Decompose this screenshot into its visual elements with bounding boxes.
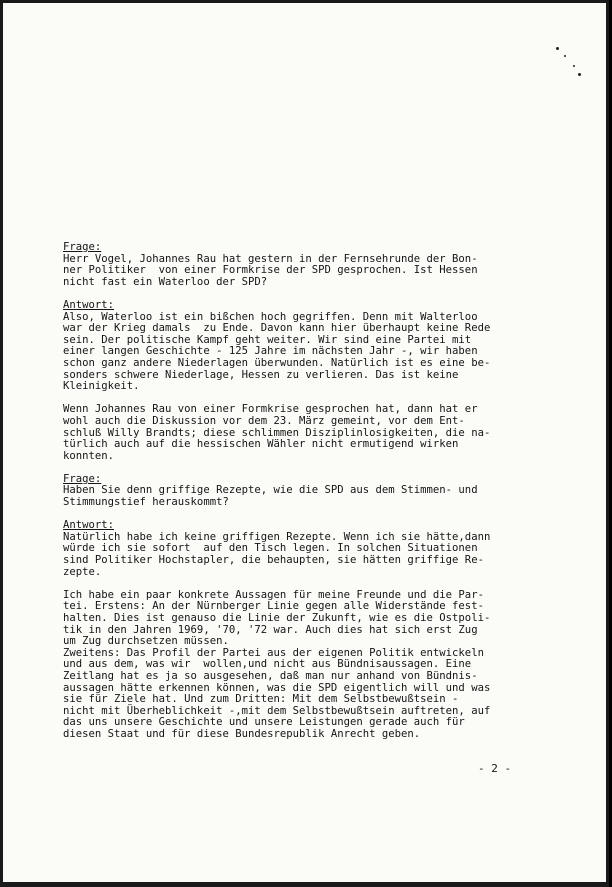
text-line: Haben Sie denn griffige Rezepte, wie die SPD aus dem Stimmen- und: [63, 484, 478, 497]
section-gap: [63, 288, 553, 300]
answer-label: Antwort:: [63, 298, 115, 311]
text-line: Zweitens: Das Profil der Partei aus der eigenen Politik entwickeln: [63, 646, 484, 659]
text-line: war der Krieg damals zu Ende. Davon kann hier überhaupt keine Rede: [63, 322, 491, 335]
text-line: sonders schwere Niederlage, Hessen zu verlieren. Das ist keine: [63, 368, 459, 381]
text-line: schluß Willy Brandts; diese schlimmen Disziplinlosigkeiten, die na-: [63, 426, 491, 439]
scan-speck: [564, 55, 566, 57]
text-line: sein. Der politische Kampf geht weiter. Wir sind eine Partei mit: [63, 333, 472, 346]
text-line: tei. Erstens: An der Nürnberger Linie gegen alle Widerstände fest-: [63, 600, 484, 613]
text-line: nicht mit Überheblichkeit -,mit dem Selbstbewußtsein auftreten, auf: [63, 704, 491, 717]
page-number: - 2 -: [478, 762, 512, 775]
text-line: nicht fast ein Waterloo der SPD?: [63, 275, 268, 288]
text-line: diesen Staat und für diese Bundesrepublik Anrecht geben.: [63, 727, 421, 740]
question-label: Frage:: [63, 241, 102, 253]
question-label: Frage:: [63, 472, 102, 485]
text-line: sie für Ziele hat. Und zum Dritten: Mit dem Selbstbewußtsein -: [63, 693, 459, 706]
paragraph: [63, 312, 553, 393]
text-line: tik in den Jahren 1969, '70, '72 war. Auch dies hat sich erst Zug: [63, 623, 478, 636]
answer-label: Antwort:: [63, 519, 115, 532]
text-line: Zeitlang hat es ja so ausgesehen, daß man nur anhand von Bündnis-: [63, 669, 478, 682]
text-line: sind Politiker Hochstapler, die behaupten, sie hätten griffige Re-: [63, 554, 484, 567]
text-line: und aus dem, was wir wollen,und nicht aus Bündnisaussagen. Eine: [63, 658, 472, 671]
text-line: schon ganz andere Niederlagen überwunden. Natürlich ist es eine be-: [63, 356, 491, 369]
text-line: konnten.: [63, 449, 115, 462]
text-line: Also, Waterloo ist ein bißchen hoch gegriffen. Denn mit Walterloo: [63, 310, 478, 323]
text-line: einer langen Geschichte - 125 Jahre im nächsten Jahr -, wir haben: [63, 345, 478, 358]
text-line: wohl auch die Diskussion vor dem 23. März gemeint, vor dem Ent-: [63, 414, 465, 427]
text-line: Kleinigkeit.: [63, 380, 140, 393]
text-line: halten. Dies ist genauso die Linie der Zukunft, wie es die Ostpoli-: [63, 612, 491, 624]
section-gap: [63, 462, 553, 474]
text-line: ner Politiker von einer Formkrise der SPD gesprochen. Ist Hessen: [63, 264, 478, 277]
text-line: aussagen hätte erkennen können, was die SPD eigentlich will und was: [63, 681, 491, 694]
text-line: zepte.: [63, 565, 102, 578]
section-gap: [63, 509, 553, 521]
paragraph: [63, 404, 553, 462]
paragraph: [63, 254, 553, 289]
scan-speck: [556, 47, 559, 50]
text-line: Ich habe ein paar konkrete Aussagen für meine Freunde und die Par-: [63, 588, 484, 601]
text-line: das uns unsere Geschichte und unsere Leistungen gerade auch für: [63, 716, 465, 729]
scan-speck: [578, 73, 581, 76]
text-line: Stimmungstief herauskommt?: [63, 496, 229, 509]
document-page: [3, 3, 606, 882]
paragraph: [63, 590, 553, 741]
text-line: Wenn Johannes Rau von einer Formkrise gesprochen hat, dann hat er: [63, 403, 478, 416]
paragraph: [63, 532, 553, 578]
text-line: um Zug durchsetzen müssen.: [63, 635, 229, 648]
interview-text: [63, 242, 553, 741]
paragraph: [63, 485, 553, 508]
text-line: würde ich sie sofort auf den Tisch legen. In solchen Situationen: [63, 542, 478, 555]
text-line: Herr Vogel, Johannes Rau hat gestern in der Fernsehrunde der Bon-: [63, 252, 478, 265]
text-line: Natürlich habe ich keine griffigen Rezepte. Wenn ich sie hätte,dann: [63, 530, 491, 543]
scan-speck: [573, 65, 575, 67]
text-line: türlich auch auf die hessischen Wähler nicht ermutigend wirken: [63, 438, 459, 451]
